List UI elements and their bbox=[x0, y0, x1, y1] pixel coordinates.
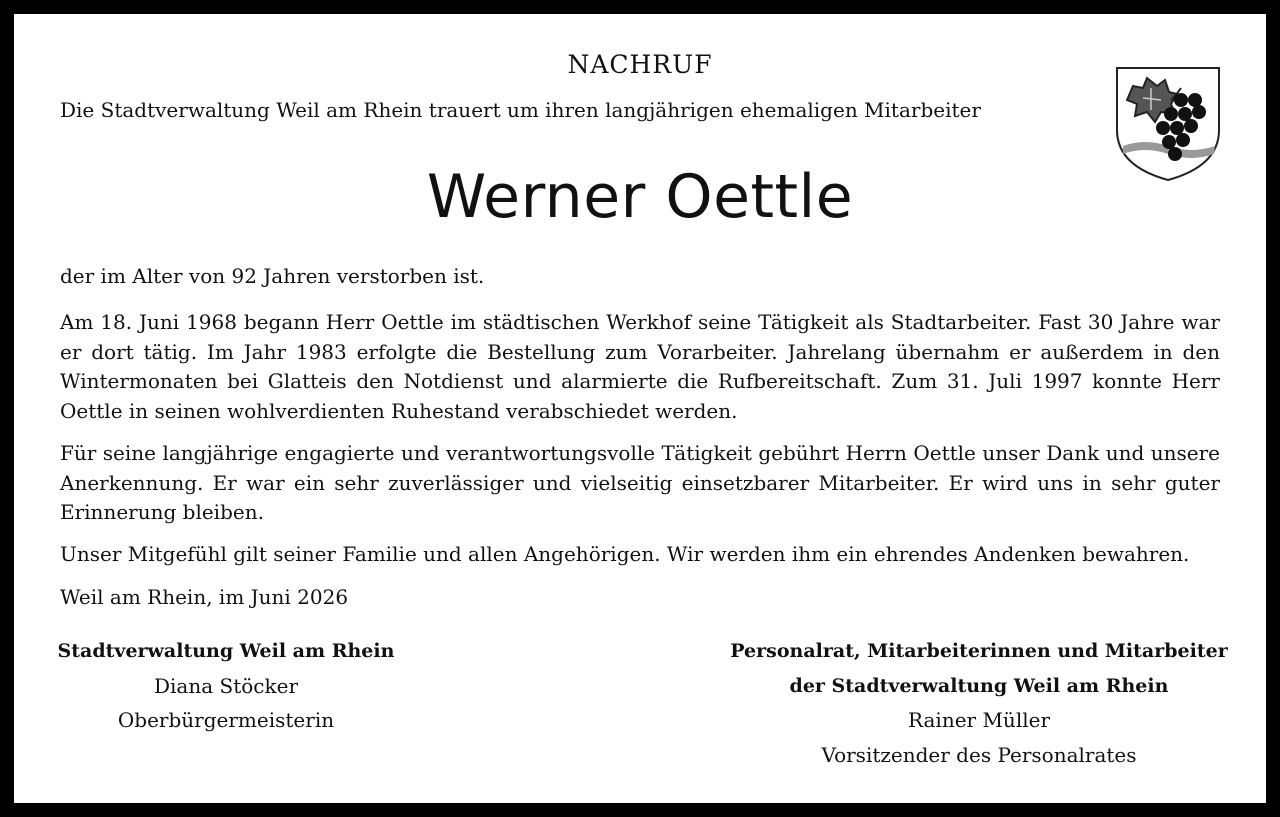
notice-paragraph-thanks: Für seine langjährige engagierte und verantwortungsvolle Tätigkeit gebührt Herrn Oettle unser Dank und unsere Anerkennung. Er war ein sehr zuverlässiger und vielseitig einsetzbarer Mitarbeiter. Er wird uns in sehr guter Erinnerung bleiben. bbox=[60, 441, 1220, 524]
notice-intro: Die Stadtverwaltung Weil am Rhein trauert um ihren langjährigen ehemaligen Mitarbeiter bbox=[60, 98, 981, 122]
signature-left-org: Stadtverwaltung Weil am Rhein bbox=[57, 640, 395, 662]
notice-heading: NACHRUF bbox=[567, 50, 713, 79]
signature-right-org-line1: Personalrat, Mitarbeiterinnen und Mitarbeiter bbox=[730, 640, 1228, 662]
signature-right-person: Rainer Müller bbox=[907, 708, 1051, 732]
signature-left-person: Diana Stöcker bbox=[153, 673, 298, 698]
signature-left-role: Oberbürgermeisterin bbox=[117, 708, 335, 732]
signature-right bbox=[714, 634, 1244, 772]
signature-right-role: Vorsitzender des Personalrates bbox=[821, 742, 1137, 767]
signature-right-org-line2: der Stadtverwaltung Weil am Rhein bbox=[789, 674, 1169, 697]
notice-paragraph-condolence: Unser Mitgefühl gilt seiner Familie und allen Angehörigen. Wir werden ihm ein ehrendes Andenken bewahren. bbox=[60, 542, 1190, 566]
signature-left bbox=[44, 634, 408, 738]
place-date: Weil am Rhein, im Juni 2026 bbox=[60, 585, 349, 609]
notice-paragraph-age: der im Alter von 92 Jahren verstorben ist. bbox=[60, 264, 485, 288]
deceased-name: Werner Oettle bbox=[426, 162, 854, 232]
obituary-notice bbox=[14, 14, 1266, 803]
notice-paragraph-career: Am 18. Juni 1968 begann Herr Oettle im städtischen Werkhof seine Tätigkeit als Stadtarbeiter. Fast 30 Jahre war er dort tätig. Im Jahr 1983 erfolgte die Bestellung zum Vorarbeiter. Jahrelang übernahm er außerdem in den Wintermonaten bei Glatteis den Notdienst und alarmierte die Rufbereitschaft. Zum 31. Juli 1997 konnte Herr Oettle in seinen wohlverdienten Ruhestand verabschiedet werden. bbox=[60, 310, 1220, 423]
